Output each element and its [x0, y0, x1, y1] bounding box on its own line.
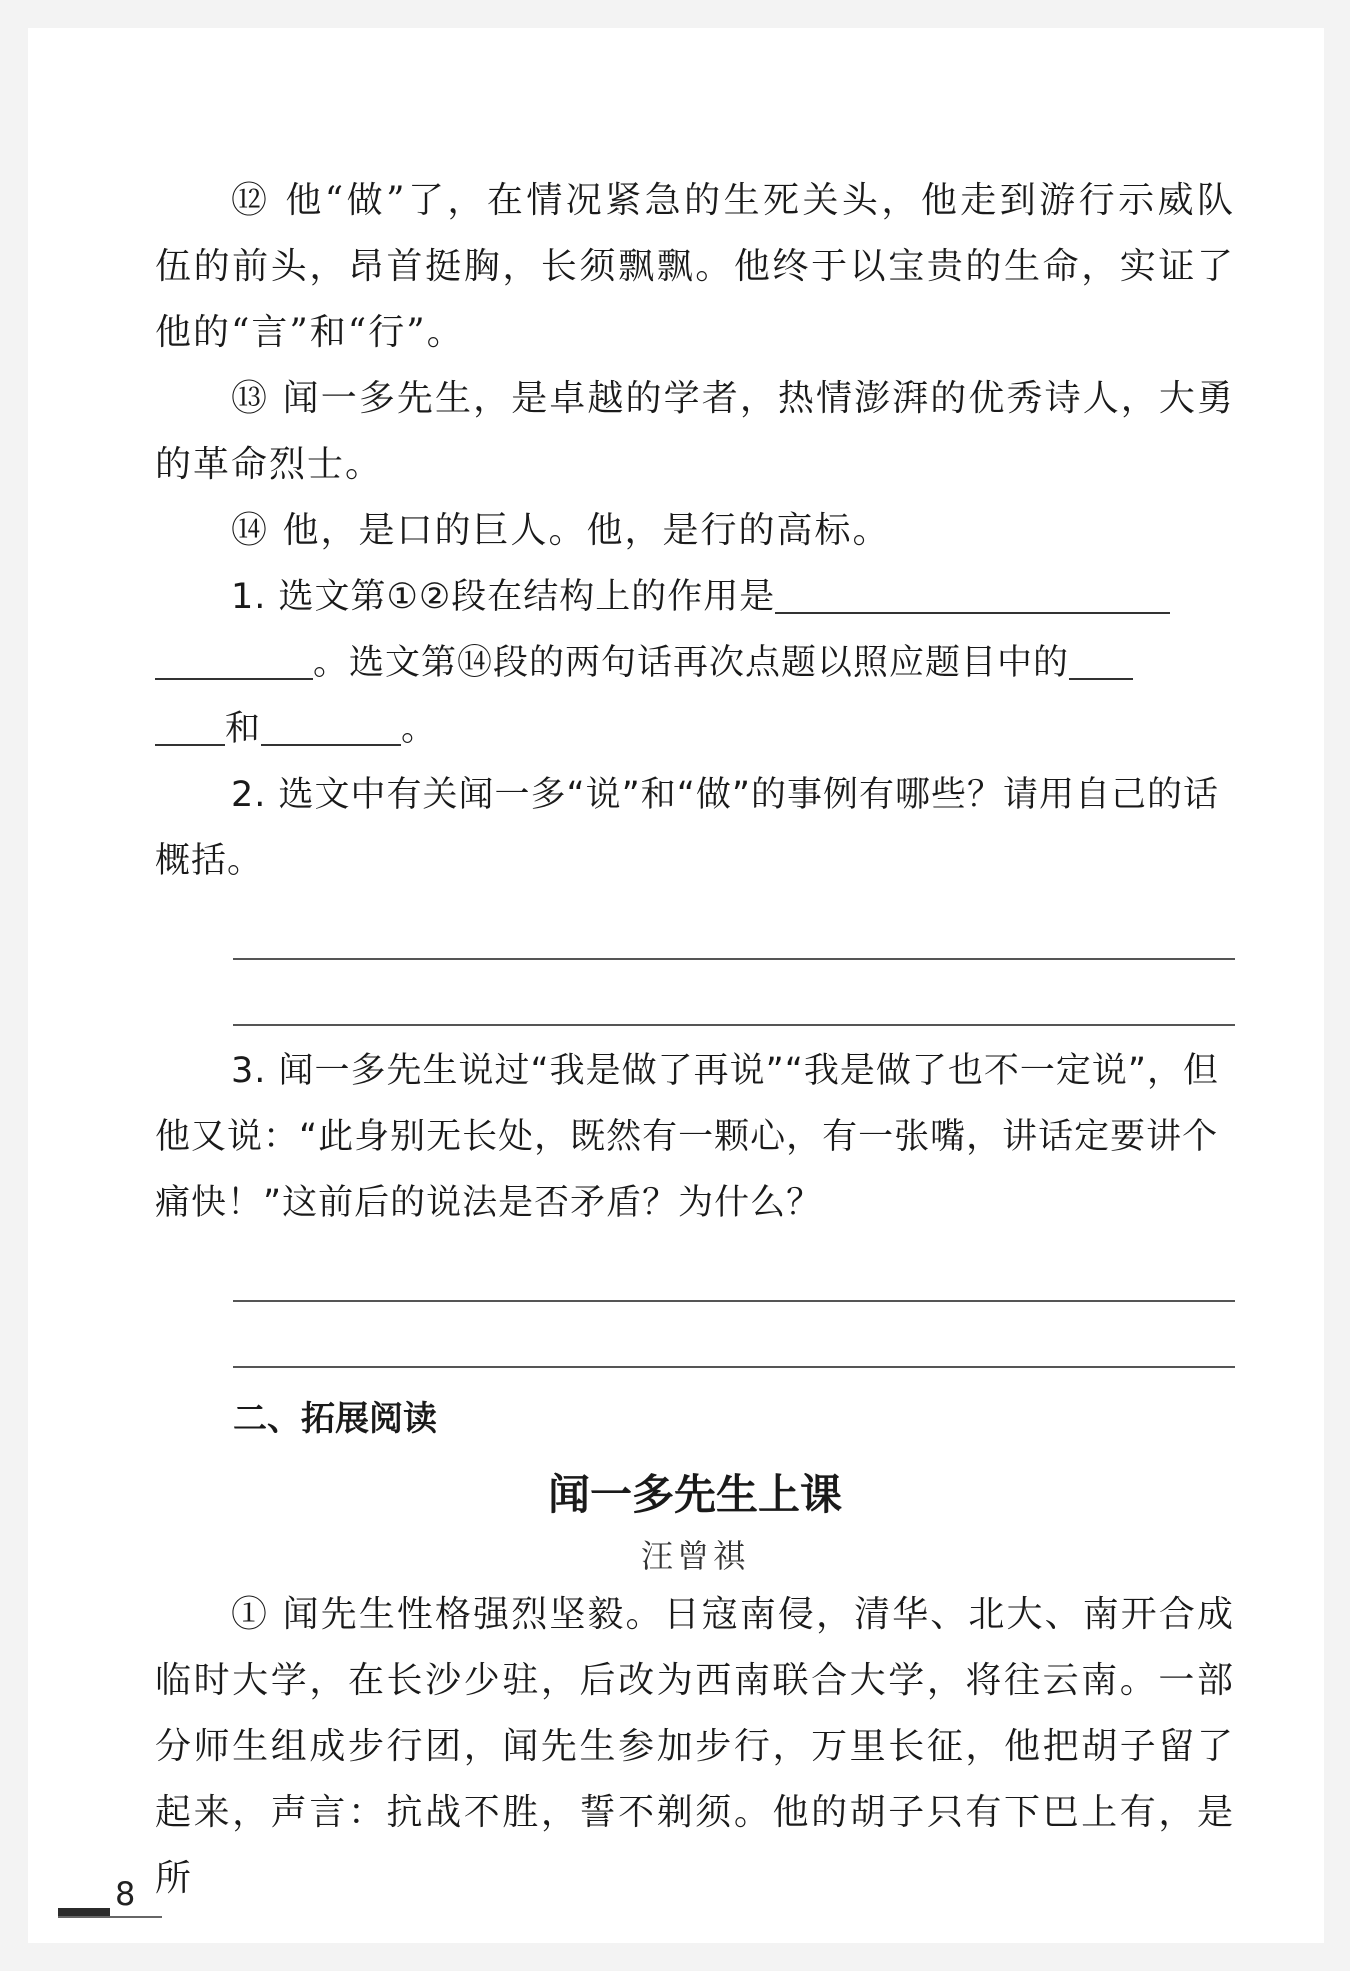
answer-line[interactable] [233, 1302, 1235, 1368]
question-1-and: 和 [225, 709, 262, 749]
section-heading: 二、拓展阅读 [233, 1399, 437, 1439]
answer-blank-1-cont[interactable] [155, 638, 313, 680]
question-1-end: 。 [401, 709, 438, 749]
paragraph-12: ⑫ 他“做”了，在情况紧急的生死关头，他走到游行示威队伍的前头，昂首挺胸，长须飘飘。他终于以宝贵的生命，实证了他的“言”和“行”。 [155, 180, 1235, 353]
question-1-text-a: 1. 选文第①②段在结构上的作用是 [231, 577, 776, 617]
question-1 [155, 564, 1235, 762]
answer-line[interactable] [233, 894, 1235, 960]
question-1-text-b: 。选文第⑭段的两句话再次点题以照应题目中的 [313, 643, 1070, 683]
article-paragraph-1: ① 闻先生性格强烈坚毅。日寇南侵，清华、北大、南开合成临时大学，在长沙少驻，后改为西南联合大学，将往云南。一部分师生组成步行团，闻先生参加步行，万里长征，他把胡子留了起来，声言：抗战不胜，誓不剃须。他的胡子只有下巴上有，是所 [155, 1594, 1235, 1899]
article-title: 闻一多先生上课 [547, 1470, 842, 1519]
page-content [155, 168, 1235, 1912]
answer-blank-1[interactable] [775, 572, 1170, 614]
paragraph-14: ⑭ 他，是口的巨人。他，是行的高标。 [231, 510, 891, 551]
page [28, 28, 1324, 1943]
question-3: 3. 闻一多先生说过“我是做了再说”“我是做了也不一定说”，但他又说：“此身别无长处，既然有一颗心，有一张嘴，讲话定要讲个痛快！”这前后的说法是否矛盾？为什么？ [155, 1051, 1220, 1223]
page-number-rule [58, 1916, 162, 1918]
answer-blank-2-cont[interactable] [155, 704, 225, 746]
answer-line[interactable] [233, 1236, 1235, 1302]
answer-blank-3[interactable] [261, 704, 401, 746]
page-number: 8 [115, 1875, 136, 1913]
paragraph-13: ⑬ 闻一多先生，是卓越的学者，热情澎湃的优秀诗人，大勇的革命烈士。 [155, 378, 1235, 485]
question-2: 2. 选文中有关闻一多“说”和“做”的事例有哪些？请用自己的话概括。 [155, 775, 1220, 881]
answer-line[interactable] [233, 960, 1235, 1026]
answer-blank-2[interactable] [1069, 638, 1133, 680]
article-author: 汪曾祺 [640, 1537, 749, 1575]
